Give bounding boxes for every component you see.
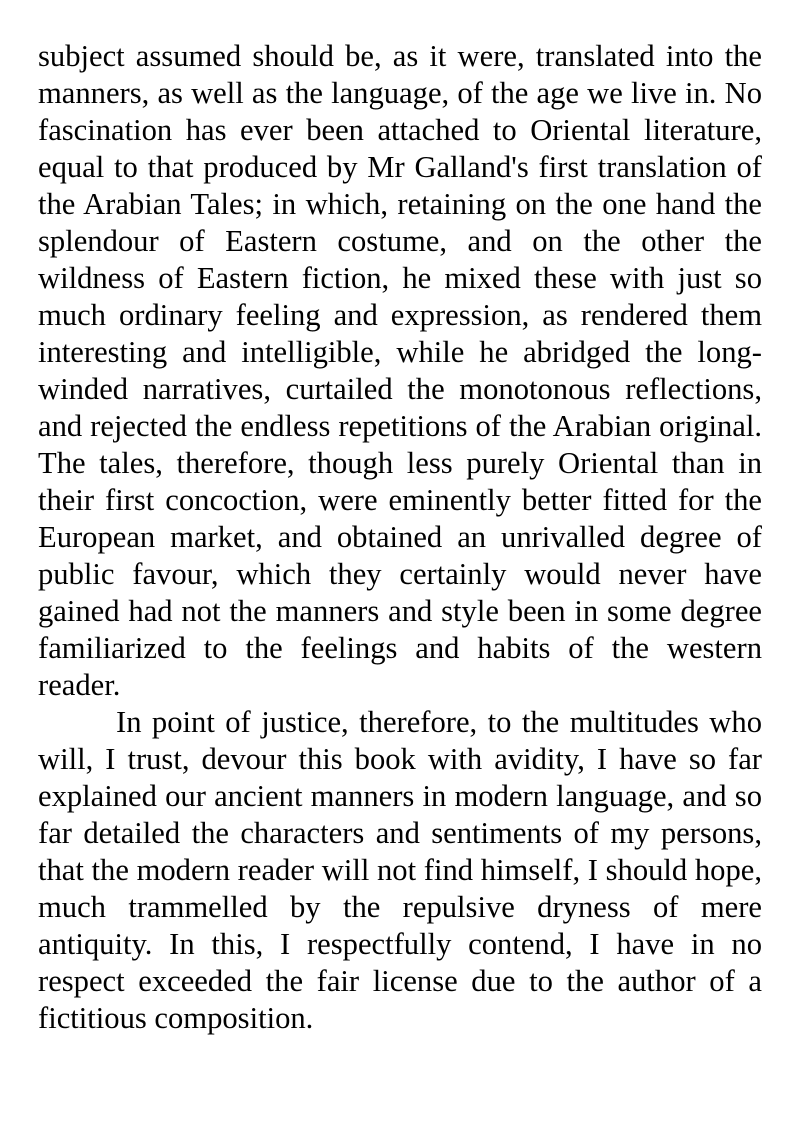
document-page bbox=[38, 38, 762, 1037]
paragraph-2: In point of justice, therefore, to the multitudes who will, I trust, devour this book with avidity, I have so far explained our ancient manners in modern language, and so far detailed the characters and sentiments of my persons, that the modern reader will not find himself, I should hope, much trammelled by the repulsive dryness of mere antiquity. In this, I respectfully contend, I have in no respect exceeded the fair license due to the author of a fictitious composition. bbox=[38, 705, 762, 1035]
paragraph-1: subject assumed should be, as it were, translated into the manners, as well as the language, of the age we live in. No fascination has ever been attached to Oriental literature, equal to that produced by Mr Galland's first translation of the Arabian Tales; in which, retaining on the one hand the splendour of Eastern costume, and on the other the wildness of Eastern fiction, he mixed these with just so much ordinary feeling and expression, as rendered them interesting and intelligible, while he abridged the long-winded narratives, curtailed the monotonous reflections, and rejected the endless repetitions of the Arabian original. The tales, therefore, though less purely Oriental than in their first concoction, were eminently better fitted for the European market, and obtained an unrivalled degree of public favour, which they certainly would never have gained had not the manners and style been in some degree familiarized to the feelings and habits of the western reader. bbox=[38, 39, 762, 702]
